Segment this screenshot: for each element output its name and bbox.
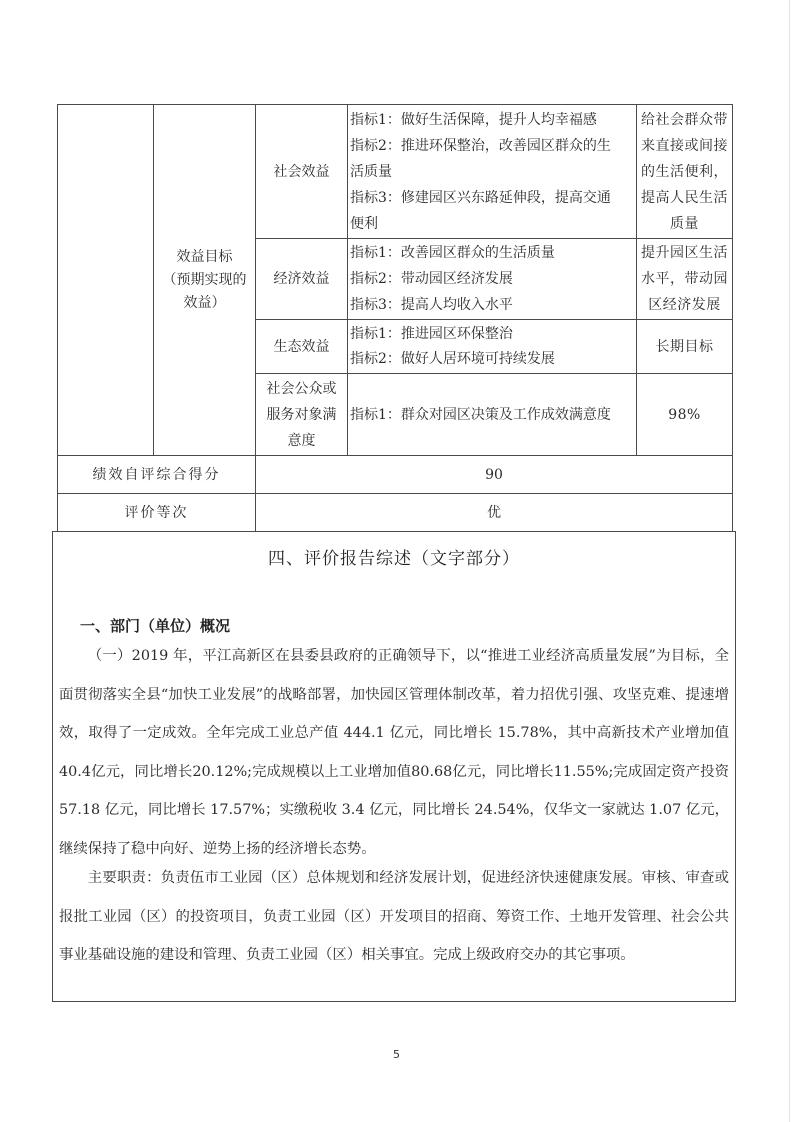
score-value-cell (256, 456, 733, 494)
responsibilities-paragraph (59, 859, 729, 975)
target-cell (637, 320, 733, 374)
category-label: 生态效益 (273, 338, 330, 355)
category-label: 社会效益 (273, 163, 330, 180)
grade-value: 优 (487, 504, 501, 521)
blank-outer-cell (58, 105, 154, 456)
target-cell (637, 105, 733, 239)
indicator-line: 指标3：修建园区兴东路延伸段，提高交通 (350, 189, 611, 206)
performance-table (57, 104, 733, 532)
target-line: 区经济发展 (648, 297, 721, 313)
grade-label-cell (58, 494, 256, 532)
table-row-social-benefit (58, 105, 733, 239)
indicators-cell (348, 374, 637, 456)
indicator-line: 指标1：群众对园区决策及工作成效满意度 (350, 406, 611, 423)
overview-paragraph (59, 637, 729, 868)
score-label: 绩效自评综合得分 (92, 466, 221, 483)
table-row-score (58, 456, 733, 494)
summary-title: 四、评价报告综述（文字部分） (268, 549, 520, 569)
indicator-line: 活质量 (350, 163, 392, 180)
target-line: 长期目标 (655, 338, 714, 355)
indicators-cell (348, 105, 637, 239)
category-cell (256, 374, 348, 456)
score-value: 90 (485, 466, 503, 483)
table-row-grade (58, 494, 733, 532)
indicator-line: 指标1：改善园区群众的生活质量 (350, 245, 555, 261)
target-line: 水平，带动园 (641, 271, 728, 287)
category-cell (256, 239, 348, 320)
target-line: 的生活便利， (641, 163, 728, 180)
grade-value-cell (256, 494, 733, 532)
indicator-line: 指标2：推进环保整治，改善园区群众的生 (350, 137, 611, 154)
category-label-line: 社会公众或 (266, 380, 337, 397)
target-line: 给社会群众带 (641, 111, 728, 128)
target-line: 质量 (670, 215, 699, 232)
page-edge (789, 0, 790, 1122)
category-label-line: 服务对象满 (266, 406, 337, 423)
indicator-line: 指标2：做好人居环境可持续发展 (350, 350, 555, 367)
group-label-line: 效益） (183, 295, 226, 311)
indicator-line: 指标3：提高人均收入水平 (350, 297, 513, 313)
target-line: 提高人民生活 (641, 189, 728, 206)
grade-label: 评价等次 (124, 504, 189, 521)
responsibilities-paragraph-text: 主要职责：负责伍市工业园（区）总体规划和经济发展计划，促进经济快速健康发展。审核、审查或报批工业园（区）的投资项目，负责工业园（区）开发项目的招商、筹资工作、土地开发管理、社会公共事业基础设施的建设和管理、负责工业园（区）相关事宜。完成上级政府交办的其它事项。 (59, 870, 729, 963)
satisfaction-value: 98% (668, 406, 701, 423)
score-label-cell (58, 456, 256, 494)
indicator-line: 指标1：做好生活保障，提升人均幸福感 (350, 111, 597, 128)
indicators-cell (348, 239, 637, 320)
group-label-line: 效益目标 (176, 249, 233, 265)
evaluation-summary-box (52, 531, 736, 1002)
category-label-line: 意度 (287, 432, 316, 449)
section-heading: 一、部门（单位）概况 (80, 617, 231, 635)
indicator-line: 指标2：带动园区经济发展 (350, 271, 513, 287)
category-cell (256, 105, 348, 239)
target-line: 来直接或间接 (641, 137, 728, 154)
target-cell (637, 374, 733, 456)
group-label-line: （预期实现的 (162, 272, 247, 288)
group-label-cell (154, 105, 256, 456)
category-cell (256, 320, 348, 374)
target-line: 提升园区生活 (641, 245, 728, 261)
indicator-line: 便利 (350, 215, 378, 232)
indicator-line: 指标1：推进园区环保整治 (350, 325, 513, 342)
indicators-cell (348, 320, 637, 374)
overview-paragraph-text: （一）2019 年，平江高新区在县委县政府的正确领导下，以“推进工业经济高质量发展”为目标，全面贯彻落实全县“加快工业发展”的战略部署，加快园区管理体制改革，着力招优引强、攻坚克难、提速增效，取得了一定成效。全年完成工业总产值 444.1 亿元，同比增长 15.78%，其中高新技术产业增加值40.4亿元，同比增长20.12%;完成规模以上工业增加值80.68亿元，同比增长11.55%;完成固定资产投资 57.18 亿元，同比增长 17.57%；实缴税收 3.4 亿元，同比增长 24.54%，仅华文一家就达 1.07 亿元，继续保持了稳中向好、逆势上扬的经济增长态势。 (59, 648, 729, 857)
category-label: 经济效益 (273, 271, 330, 287)
page-number: 5 (393, 1048, 400, 1061)
target-cell (637, 239, 733, 320)
